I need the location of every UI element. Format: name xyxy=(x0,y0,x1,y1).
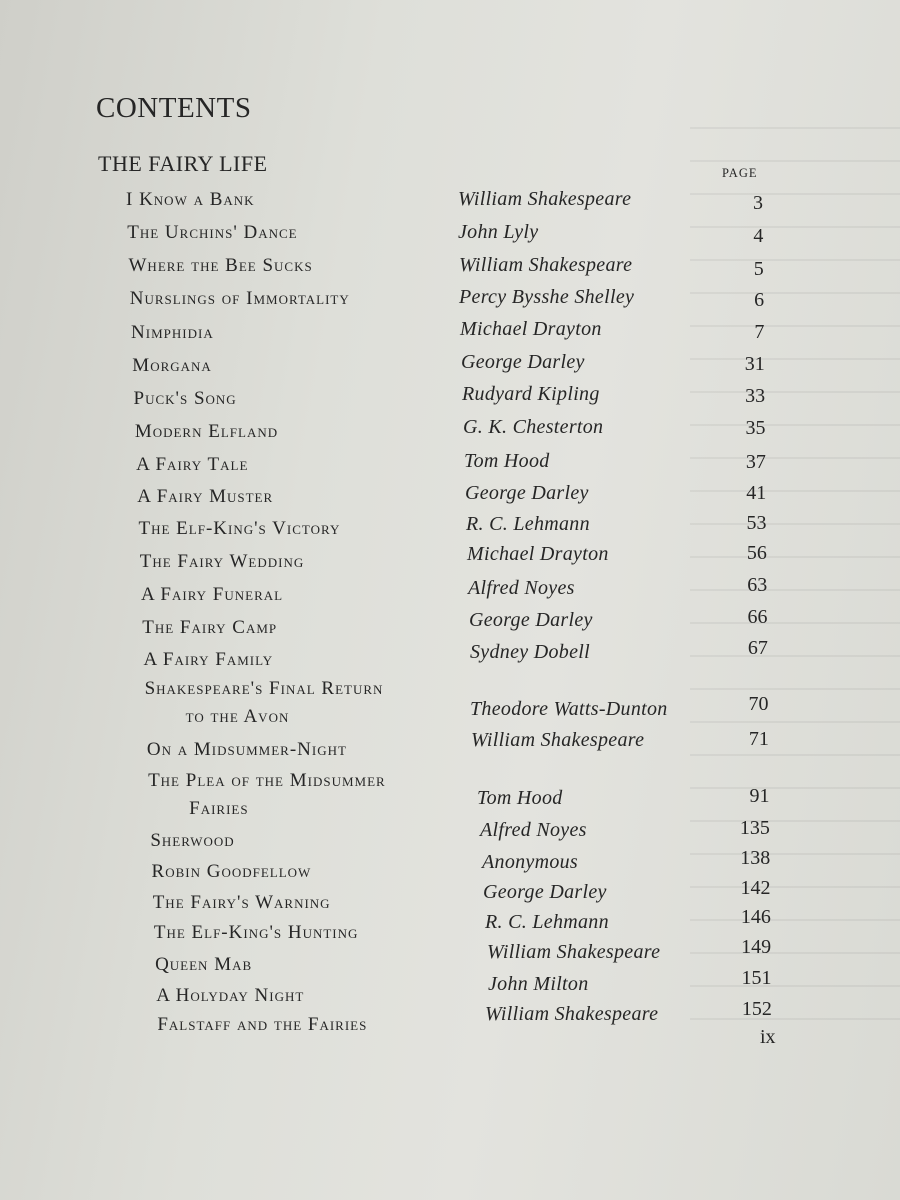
entry-title: A Fairy Family xyxy=(143,649,274,670)
entry-author: William Shakespeare xyxy=(485,1003,659,1025)
entry-title: The Fairy Camp xyxy=(142,617,278,638)
entry-author: George Darley xyxy=(461,351,585,373)
entry-title: Shakespeare's Final Return xyxy=(144,678,384,699)
entry-page-number: 138 xyxy=(740,847,771,869)
entry-author: Tom Hood xyxy=(477,787,563,809)
entry-title: I Know a Bank xyxy=(126,189,255,210)
entry-page-number: 41 xyxy=(746,482,767,504)
entry-page-number: 146 xyxy=(740,906,771,928)
entry-title: Falstaff and the Fairies xyxy=(157,1014,368,1035)
entry-page-number: 152 xyxy=(741,998,772,1020)
entry-author: Rudyard Kipling xyxy=(462,383,600,405)
entry-author: William Shakespeare xyxy=(471,729,645,751)
contents-heading: CONTENTS xyxy=(96,92,252,124)
entry-author: Anonymous xyxy=(482,851,579,873)
entry-title: The Elf-King's Victory xyxy=(138,518,341,539)
entry-page-number: 63 xyxy=(747,574,768,596)
entry-author: John Milton xyxy=(488,973,589,995)
entry-title: On a Midsummer-Night xyxy=(146,739,347,760)
entry-title: Queen Mab xyxy=(155,954,253,975)
page-folio: ix xyxy=(760,1026,776,1048)
entry-page-number: 35 xyxy=(745,417,766,439)
entry-title: The Fairy Wedding xyxy=(139,551,305,572)
entry-page-number: 7 xyxy=(754,321,765,343)
entry-author: William Shakespeare xyxy=(487,941,661,963)
entry-page-number: 37 xyxy=(745,451,766,473)
entry-author: R. C. Lehmann xyxy=(485,911,609,933)
entry-title-continued: to the Avon xyxy=(185,706,290,727)
entry-author: Alfred Noyes xyxy=(468,577,575,599)
entry-author: Tom Hood xyxy=(464,450,550,472)
entry-page-number: 151 xyxy=(741,967,772,989)
entry-author: Sydney Dobell xyxy=(470,641,590,663)
entry-title: The Elf-King's Hunting xyxy=(153,922,359,943)
entry-page-number: 66 xyxy=(747,606,768,628)
entry-title: Modern Elfland xyxy=(134,421,279,442)
entry-page-number: 53 xyxy=(746,512,767,534)
entry-page-number: 135 xyxy=(739,817,770,839)
entry-page-number: 71 xyxy=(748,728,769,750)
entry-page-number: 67 xyxy=(747,637,768,659)
entry-title: Robin Goodfellow xyxy=(151,861,312,882)
entry-author: Theodore Watts-Dunton xyxy=(470,698,668,720)
section-heading: THE FAIRY LIFE xyxy=(98,151,268,176)
entry-title: The Fairy's Warning xyxy=(152,892,331,913)
entry-page-number: 33 xyxy=(745,385,766,407)
entry-title: A Fairy Muster xyxy=(137,486,274,507)
entry-author: John Lyly xyxy=(458,221,539,243)
entry-author: George Darley xyxy=(465,482,589,504)
entry-title: Nurslings of Immortality xyxy=(129,288,350,309)
entry-title: A Fairy Tale xyxy=(136,454,249,475)
entry-title-continued: Fairies xyxy=(189,798,249,819)
entry-title: The Plea of the Midsummer xyxy=(148,770,386,791)
entry-title: Where the Bee Sucks xyxy=(128,255,313,276)
entry-author: William Shakespeare xyxy=(459,254,633,276)
entry-author: Michael Drayton xyxy=(460,318,602,340)
entry-page-number: 6 xyxy=(754,289,765,311)
entry-page-number: 91 xyxy=(749,785,770,807)
entry-page-number: 3 xyxy=(753,192,763,214)
entry-author: Michael Drayton xyxy=(467,543,609,565)
entry-title: Puck's Song xyxy=(133,388,237,409)
entry-author: Alfred Noyes xyxy=(480,819,587,841)
entry-author: Percy Bysshe Shelley xyxy=(459,286,635,308)
entry-page-number: 142 xyxy=(740,877,771,899)
entry-title: The Urchins' Dance xyxy=(127,222,298,243)
entry-author: R. C. Lehmann xyxy=(466,513,590,535)
entry-page-number: 4 xyxy=(753,225,764,247)
entry-title: A Fairy Funeral xyxy=(141,584,284,605)
entry-page-number: 31 xyxy=(744,353,765,375)
entry-author: G. K. Chesterton xyxy=(463,416,604,438)
entry-title: Sherwood xyxy=(150,830,235,851)
entry-page-number: 5 xyxy=(753,258,764,280)
entry-author: William Shakespeare xyxy=(458,188,632,210)
entry-page-number: 70 xyxy=(748,693,769,715)
entry-title: Morgana xyxy=(132,355,212,376)
entry-title: A Holyday Night xyxy=(156,985,305,1006)
entry-author: George Darley xyxy=(483,881,607,903)
entry-author: George Darley xyxy=(469,609,593,631)
entry-page-number: 149 xyxy=(741,936,772,958)
page-column-label: PAGE xyxy=(722,166,758,180)
entry-page-number: 56 xyxy=(746,542,767,564)
entry-title: Nimphidia xyxy=(131,322,214,343)
